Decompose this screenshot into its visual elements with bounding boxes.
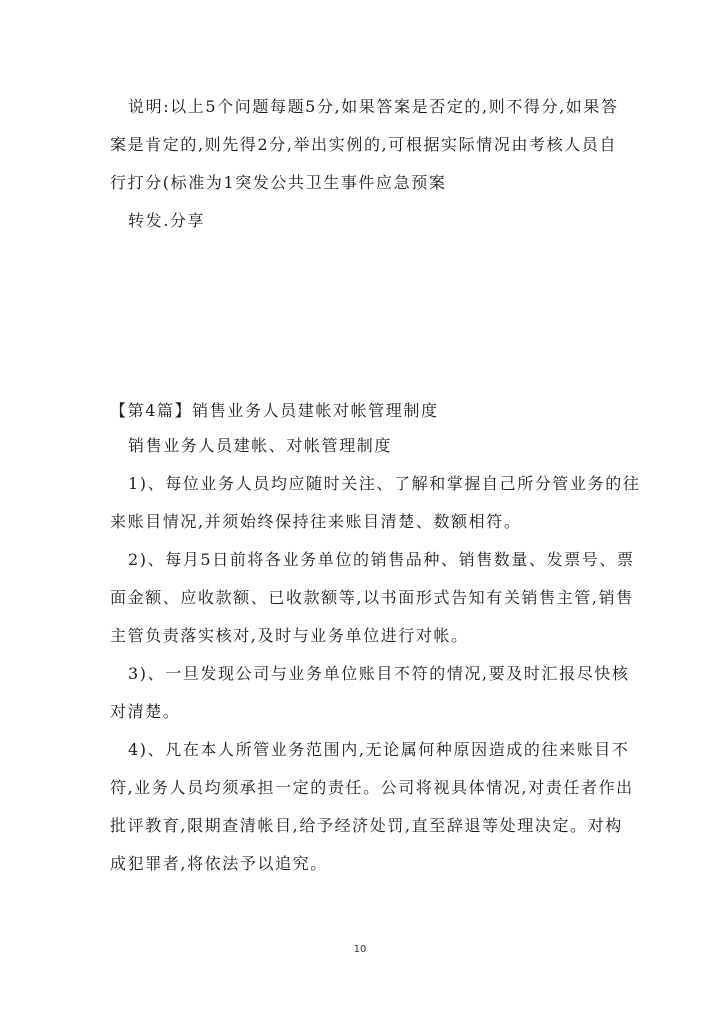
rule-item-4	[110, 731, 634, 883]
scoring-note	[110, 88, 619, 202]
share-line	[110, 202, 610, 240]
scoring-note-line-3: 行打分(标准为1突发公共卫生事件应急预案	[110, 173, 447, 192]
rule-item-2-line-2: 面金额、应收款额、已收款额等,以书面形式告知有关销售主管,销售	[110, 588, 634, 607]
rule-item-4-line-3: 批评教育,限期查清帐目,给予经济处罚,直至辞退等处理决定。对构	[110, 816, 623, 835]
rule-item-2	[110, 541, 635, 655]
rule-item-1	[110, 465, 641, 541]
article-heading-text: 【第4篇】销售业务人员建帐对帐管理制度	[110, 401, 439, 420]
scoring-note-line-1: 说明:以上5个问题每题5分,如果答案是否定的,则不得分,如果答	[128, 97, 619, 116]
article-heading	[110, 392, 610, 430]
rule-item-1-line-2: 来账目情况,并须始终保持往来账目清楚、数额相符。	[110, 512, 522, 531]
rule-item-4-line-2: 符,业务人员均须承担一定的责任。公司将视具体情况,对责任者作出	[110, 778, 634, 797]
rule-item-4-line-4: 成犯罪者,将依法予以追究。	[110, 854, 328, 873]
rule-item-3-line-1: 3)、一旦发现公司与业务单位账目不符的情况,要及时汇报尽快核	[128, 664, 630, 683]
rule-item-3	[110, 655, 630, 731]
rule-item-4-line-1: 4)、凡在本人所管业务范围内,无论属何种原因造成的往来账目不	[128, 740, 630, 759]
share-text: 转发.分享	[128, 211, 206, 230]
article-subtitle-text: 销售业务人员建帐、对帐管理制度	[128, 436, 393, 455]
rule-item-2-line-3: 主管负责落实核对,及时与业务单位进行对帐。	[110, 626, 469, 645]
rule-item-2-line-1: 2)、每月5日前将各业务单位的销售品种、销售数量、发票号、票	[128, 550, 635, 569]
page-number: 10	[353, 944, 367, 955]
rule-item-3-line-2: 对清楚。	[110, 702, 181, 721]
article-subtitle	[110, 427, 610, 465]
rule-item-1-line-1: 1)、每位业务人员均应随时关注、了解和掌握自己所分管业务的往	[128, 474, 641, 493]
scoring-note-line-2: 案是肯定的,则先得2分,举出实例的,可根据实际情况由考核人员自	[110, 135, 618, 154]
